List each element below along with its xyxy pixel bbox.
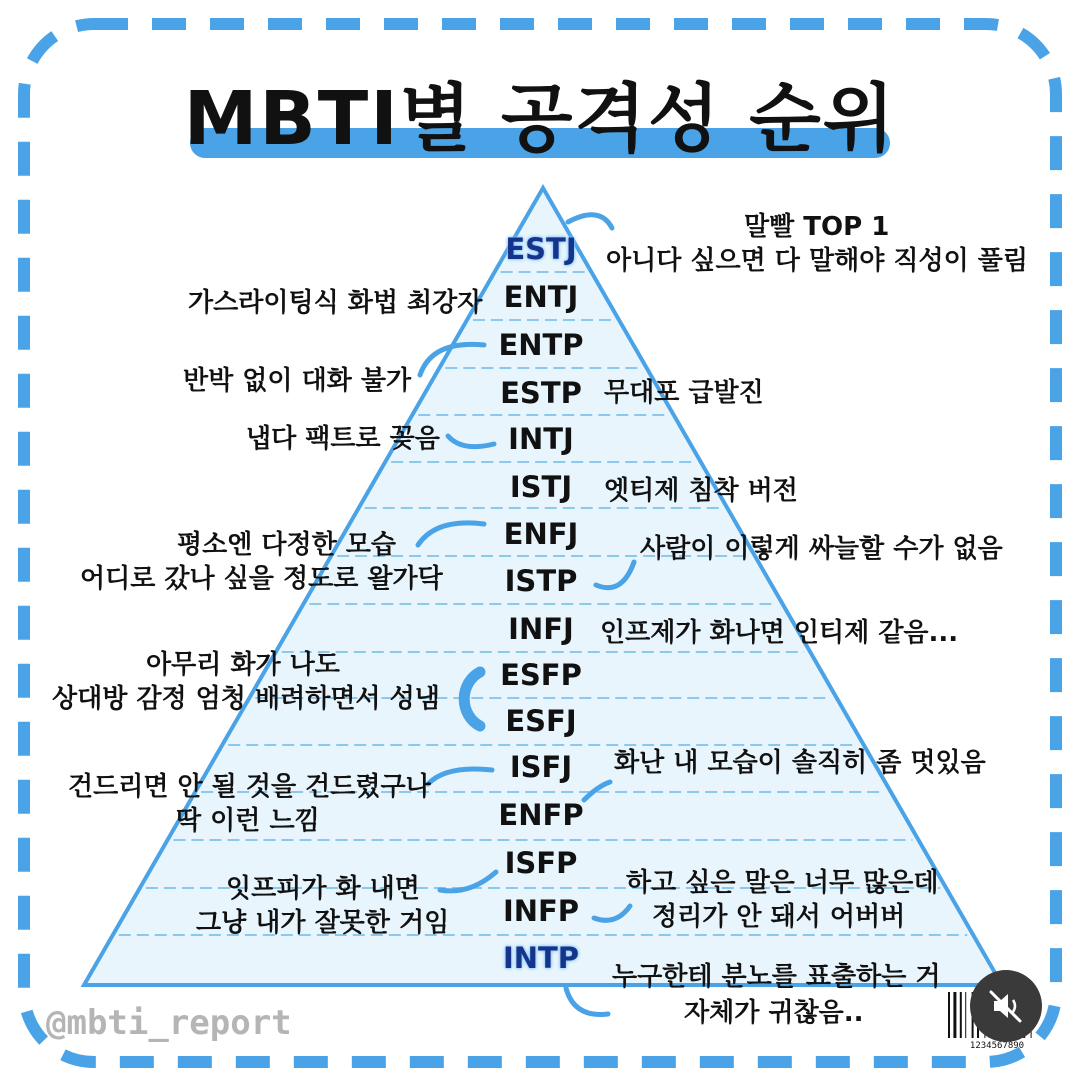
- comment-infp-line2: 정리가 안 돼서 어버버: [652, 902, 906, 932]
- comment-istj: 엣티제 침착 버전: [604, 476, 798, 506]
- mbti-type-estj: ESTJ: [505, 232, 577, 266]
- barcode-bar: [948, 992, 950, 1038]
- connector-estj: [568, 215, 612, 228]
- comment-isfp-line2: 그냥 내가 잘못한 거임: [196, 908, 450, 938]
- comment-intp-line1: 누구한테 분노를 표출하는 거: [612, 962, 941, 992]
- comment-entj: 가스라이팅식 화법 최강자: [188, 288, 483, 318]
- barcode-bar: [953, 992, 956, 1038]
- mbti-type-intp: INTP: [502, 941, 580, 975]
- comment-estj-line2: 아니다 싶으면 다 말해야 직성이 풀림: [606, 246, 1028, 276]
- comment-isfj-line1: 건드리면 안 될 것을 건드렸구나: [68, 772, 431, 802]
- comment-infp-line1: 하고 싶은 말은 너무 많은데: [626, 868, 939, 898]
- comment-enfj-line1: 평소엔 다정한 모습: [177, 530, 397, 560]
- page-title: MBTI별 공격성 순위: [183, 76, 897, 162]
- mbti-type-esfj: ESFJ: [505, 704, 577, 738]
- mute-speaker-icon[interactable]: [970, 970, 1042, 1042]
- barcode-digits: 1234567890: [969, 1041, 1025, 1051]
- mbti-type-infj: INFJ: [508, 612, 574, 646]
- comment-isfj-line2: 딱 이런 느낌: [176, 806, 320, 836]
- mbti-type-esfp: ESFP: [500, 658, 582, 692]
- mbti-type-infp: INFP: [502, 894, 580, 928]
- mbti-type-estp: ESTP: [500, 376, 582, 410]
- comment-estp: 무대포 급발진: [604, 378, 764, 408]
- comment-esf-line1: 아무리 화가 나도: [146, 650, 340, 680]
- barcode-bar: [965, 992, 966, 1038]
- comment-enfp: 화난 내 모습이 솔직히 좀 멋있음: [614, 748, 986, 778]
- mbti-type-isfp: ISFP: [504, 846, 578, 880]
- mbti-type-enfj: ENFJ: [503, 517, 579, 551]
- mbti-type-entp: ENTP: [498, 328, 584, 362]
- comment-istp: 사람이 이렇게 싸늘할 수가 없음: [640, 534, 1003, 564]
- comment-estj-line1: 말빨 TOP 1: [744, 212, 890, 242]
- comment-intp-line2: 자체가 귀찮음..: [684, 998, 864, 1028]
- mbti-type-intj: INTJ: [508, 422, 574, 456]
- mbti-type-entj: ENTJ: [503, 280, 579, 314]
- mbti-type-istp: ISTP: [504, 564, 578, 598]
- mbti-type-enfp: ENFP: [498, 798, 584, 832]
- comment-isfp-line1: 잇프피가 화 내면: [226, 874, 420, 904]
- comment-entp: 반박 없이 대화 불가: [183, 366, 412, 396]
- connector-intp: [566, 988, 608, 1014]
- mbti-type-isfj: ISFJ: [509, 750, 573, 784]
- barcode-bar: [960, 992, 962, 1038]
- comment-esf-line2: 상대방 감정 엄청 배려하면서 성냄: [52, 684, 440, 714]
- mbti-type-istj: ISTJ: [509, 470, 573, 504]
- comment-intj: 냅다 팩트로 꽂음: [246, 424, 440, 454]
- watermark: @mbti_report: [46, 1003, 292, 1043]
- comment-enfj-line2: 어디로 갔나 싶을 정도로 왈가닥: [80, 564, 443, 594]
- mute-glyph: [986, 986, 1026, 1026]
- comment-infj: 인프제가 화나면 인티제 같음...: [600, 618, 959, 648]
